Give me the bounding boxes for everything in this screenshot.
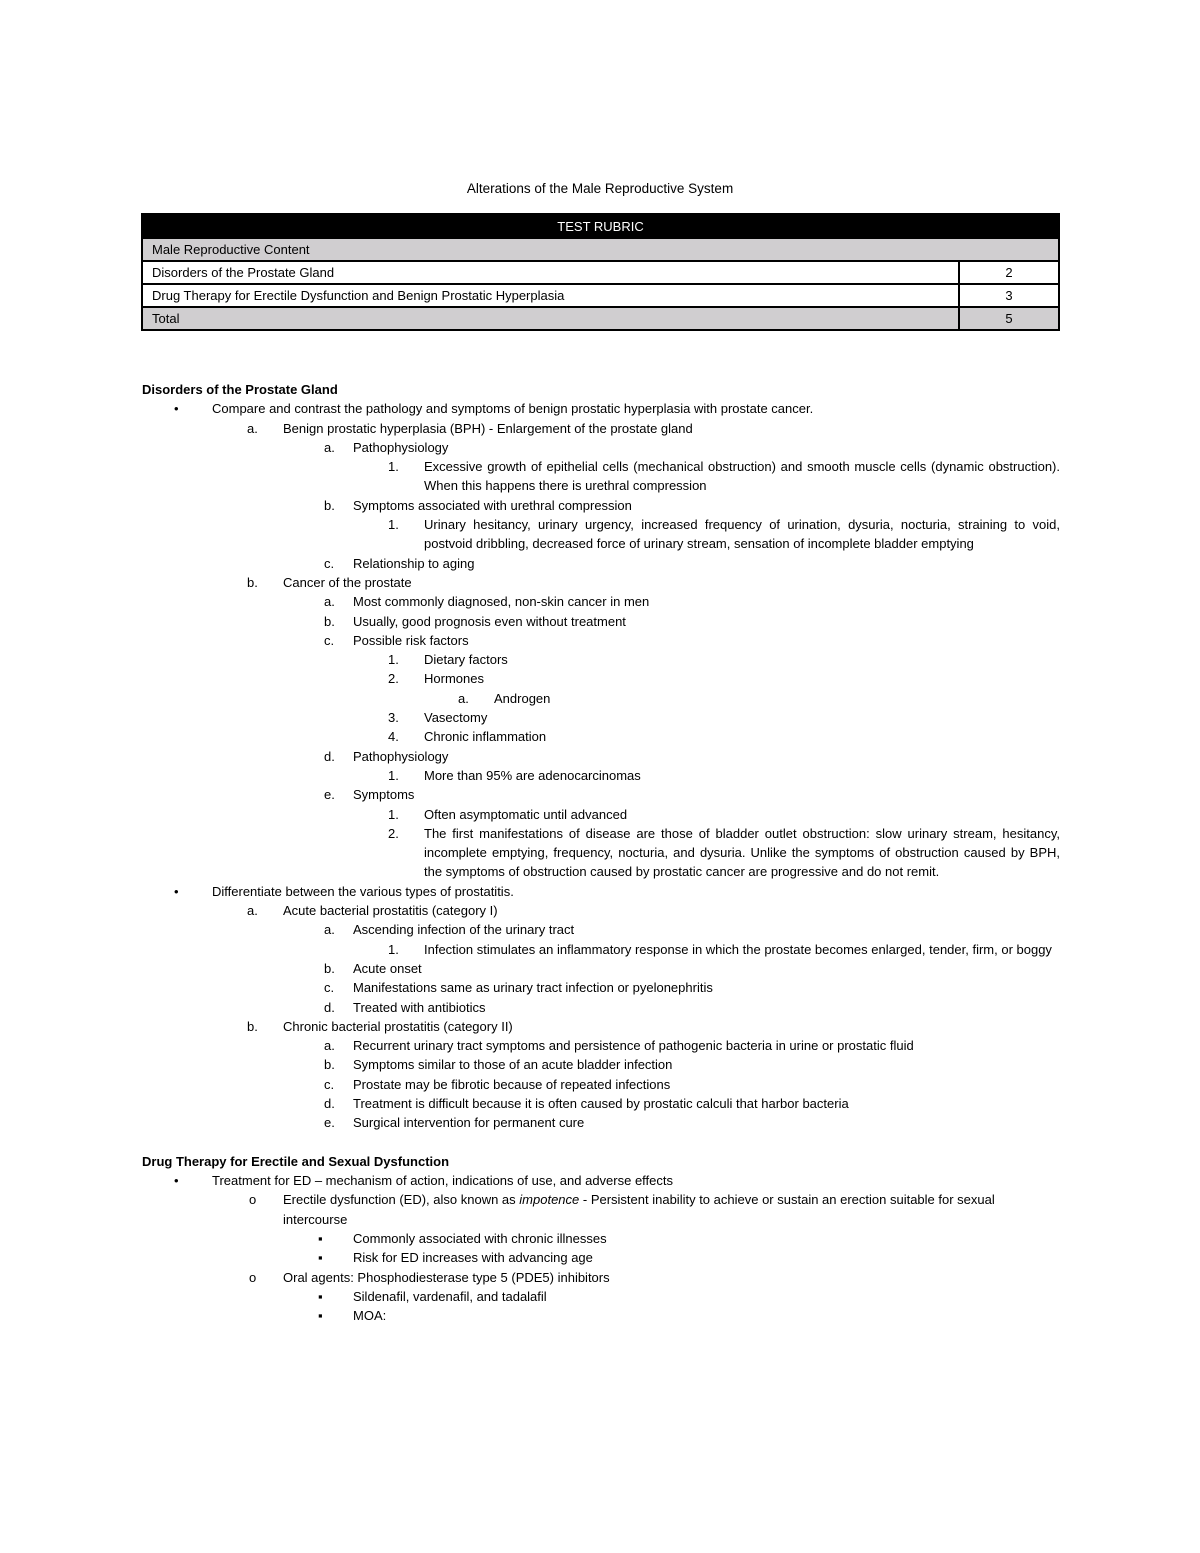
rubric-section-label: Male Reproductive Content [142, 238, 1059, 261]
test-rubric-table [141, 213, 1060, 331]
page-title: Alterations of the Male Reproductive System [466, 181, 734, 196]
list-item-text: Sildenafil, vardenafil, and tadalafil [353, 1288, 547, 1304]
list-marker: 2. [388, 671, 399, 687]
list-item-text: Prostate may be fibrotic because of repeated infections [353, 1076, 671, 1092]
list-item-text: More than 95% are adenocarcinomas [424, 767, 641, 783]
list-item [142, 515, 1060, 554]
list-item-text: Commonly associated with chronic illnesses [353, 1231, 607, 1247]
rubric-header-row [142, 214, 1059, 238]
list-item [142, 496, 1060, 515]
list-item-text: Symptoms [353, 787, 415, 803]
list-item-text: Differentiate between the various types of prostatitis. [212, 883, 514, 899]
square-marker: ▪ [318, 1288, 323, 1304]
list-item-text: Infection stimulates an inflammatory response in which the prostate becomes enlarged, tender, firm, or boggy [424, 941, 1052, 957]
list-item [142, 1055, 1060, 1074]
list-item [142, 1113, 1060, 1132]
list-marker: d. [324, 999, 335, 1015]
list-item [142, 650, 1060, 669]
list-item-text: Usually, good prognosis even without treatment [353, 613, 626, 629]
circle-marker: o [249, 1269, 257, 1285]
list-item-text: Manifestations same as urinary tract infection or pyelonephritis [353, 980, 713, 996]
list-marker: 1. [388, 517, 399, 533]
list-marker: b. [247, 1018, 258, 1034]
list-item-text: Treatment for ED – mechanism of action, indications of use, and adverse effects [212, 1173, 674, 1189]
list-marker: 1. [388, 767, 399, 783]
spacer [142, 1133, 1060, 1152]
table-row [142, 261, 1059, 284]
square-marker: ▪ [318, 1231, 323, 1247]
list-item [142, 727, 1060, 746]
list-marker: 3. [388, 710, 399, 726]
list-marker: a. [324, 922, 335, 938]
list-item [142, 920, 1060, 939]
list-marker: a. [324, 594, 335, 610]
rubric-row-value: 3 [959, 284, 1059, 307]
rubric-total-row [142, 307, 1059, 330]
list-marker: a. [324, 1038, 335, 1054]
list-marker: c. [324, 632, 335, 648]
list-marker: a. [458, 690, 469, 706]
list-marker: c. [324, 555, 335, 571]
list-marker: e. [324, 787, 335, 803]
list-marker: c. [324, 980, 335, 996]
list-item-text: MOA: [353, 1308, 387, 1324]
list-item-text: Vasectomy [424, 710, 488, 726]
list-item [142, 1171, 1060, 1190]
list-item-text: The first manifestations of disease are those of bladder outlet obstruction: slow urinary stream, hesitancy, incomplete emptying, frequency, nocturia, and dysuria. Unlike the symptoms of obstruction caused by BPH, the symptoms of obstruction caused by prostatic cancer are progressive and do not remit. [424, 825, 1060, 880]
circle-marker: o [249, 1192, 257, 1208]
document-body [142, 380, 1060, 1326]
list-item-text: Most commonly diagnosed, non-skin cancer in men [353, 594, 650, 610]
list-item [142, 940, 1060, 959]
list-item-text: Compare and contrast the pathology and symptoms of benign prostatic hyperplasia with prostate cancer. [212, 401, 814, 417]
list-item [142, 1248, 1060, 1267]
list-item-text: Chronic bacterial prostatitis (category II) [283, 1018, 513, 1034]
list-item-text: Risk for ED increases with advancing age [353, 1250, 593, 1266]
list-item [142, 805, 1060, 824]
list-item [142, 573, 1060, 592]
bullet-marker: • [174, 1173, 179, 1189]
list-item-text: Excessive growth of epithelial cells (mechanical obstruction) and smooth muscle cells (dynamic obstruction). When this happens there is urethral compression [424, 459, 1060, 494]
list-item [142, 592, 1060, 611]
list-item [142, 998, 1060, 1017]
list-item [142, 1306, 1060, 1325]
list-marker: b. [324, 960, 335, 976]
rubric-total-label: Total [142, 307, 959, 330]
list-item [142, 457, 1060, 496]
list-item [142, 1075, 1060, 1094]
list-item [142, 1036, 1060, 1055]
list-item [142, 785, 1060, 804]
list-item [142, 1268, 1060, 1287]
list-item [142, 959, 1060, 978]
rubric-row-label: Drug Therapy for Erectile Dysfunction and Benign Prostatic Hyperplasia [142, 284, 959, 307]
list-marker: a. [247, 420, 258, 436]
list-item [142, 1017, 1060, 1036]
rubric-row-value: 2 [959, 261, 1059, 284]
list-marker: 1. [388, 806, 399, 822]
list-marker: 1. [388, 941, 399, 957]
ed-term: impotence [519, 1192, 580, 1208]
list-marker: b. [324, 497, 335, 513]
bullet-marker: • [174, 401, 179, 417]
list-item-text: Acute onset [353, 960, 422, 976]
list-item [142, 1229, 1060, 1248]
list-item-text: Acute bacterial prostatitis (category I) [283, 903, 498, 919]
square-marker: ▪ [318, 1308, 323, 1324]
list-marker: d. [324, 1095, 335, 1111]
list-item [142, 1287, 1060, 1306]
list-marker: a. [324, 439, 335, 455]
list-item-text: Ascending infection of the urinary tract [353, 922, 575, 938]
bullet-marker: • [174, 883, 179, 899]
list-item [142, 901, 1060, 920]
list-item [142, 1190, 1060, 1229]
list-item-text: Cancer of the prostate [283, 574, 412, 590]
list-marker: b. [324, 1057, 335, 1073]
list-marker: 2. [388, 825, 399, 841]
list-item [142, 419, 1060, 438]
list-marker: d. [324, 748, 335, 764]
list-item-text: Relationship to aging [353, 555, 475, 571]
list-item-text: Recurrent urinary tract symptoms and persistence of pathogenic bacteria in urine or prostatic fluid [353, 1038, 914, 1054]
list-item-text: Treated with antibiotics [353, 999, 486, 1015]
list-item [142, 766, 1060, 785]
list-item [142, 978, 1060, 997]
list-item [142, 669, 1060, 688]
ed-text-end: - Persistent inability to achieve or sustain an erection suitable for sexual intercourse [283, 1192, 995, 1227]
list-item-text [283, 1190, 1060, 1229]
list-item-text: Hormones [424, 671, 484, 687]
list-marker: 4. [388, 729, 399, 745]
list-marker: b. [247, 574, 258, 590]
list-item-text: Often asymptomatic until advanced [424, 806, 628, 822]
list-marker: b. [324, 613, 335, 629]
list-item [142, 1094, 1060, 1113]
list-item-text: Pathophysiology [353, 748, 449, 764]
list-item [142, 747, 1060, 766]
list-item-text: Benign prostatic hyperplasia (BPH) - Enlargement of the prostate gland [283, 420, 693, 436]
ed-text-start: Erectile dysfunction (ED), also known as [283, 1192, 520, 1208]
list-item [142, 824, 1060, 882]
list-item-text: Chronic inflammation [424, 729, 547, 745]
list-item [142, 708, 1060, 727]
list-item [142, 882, 1060, 901]
rubric-section-row [142, 238, 1059, 261]
list-item-text: Possible risk factors [353, 632, 469, 648]
section-heading: Drug Therapy for Erectile and Sexual Dysfunction [142, 1153, 450, 1169]
list-marker: c. [324, 1076, 335, 1092]
list-item [142, 399, 1060, 418]
list-marker: 1. [388, 652, 399, 668]
list-marker: 1. [388, 459, 399, 475]
rubric-total-value: 5 [959, 307, 1059, 330]
list-item [142, 438, 1060, 457]
list-item-text: Dietary factors [424, 652, 508, 668]
list-item [142, 631, 1060, 650]
list-item [142, 689, 1060, 708]
list-marker: a. [247, 903, 258, 919]
list-item-text: Androgen [494, 690, 551, 706]
list-marker: e. [324, 1115, 335, 1131]
list-item-text: Surgical intervention for permanent cure [353, 1115, 585, 1131]
list-item-text: Symptoms associated with urethral compression [353, 497, 632, 513]
list-item [142, 554, 1060, 573]
list-item-text: Symptoms similar to those of an acute bladder infection [353, 1057, 673, 1073]
list-item [142, 612, 1060, 631]
square-marker: ▪ [318, 1250, 323, 1266]
rubric-header: TEST RUBRIC [142, 214, 1059, 238]
list-item-text: Oral agents: Phosphodiesterase type 5 (PDE5) inhibitors [283, 1269, 610, 1285]
table-row [142, 284, 1059, 307]
rubric-row-label: Disorders of the Prostate Gland [142, 261, 959, 284]
list-item-text: Urinary hesitancy, urinary urgency, increased frequency of urination, dysuria, nocturia, straining to void, postvoid dribbling, decreased force of urinary stream, sensation of incomplete bladder emptying [424, 517, 1060, 552]
list-item-text: Pathophysiology [353, 439, 449, 455]
list-item-text: Treatment is difficult because it is often caused by prostatic calculi that harbor bacteria [353, 1095, 849, 1111]
section-heading: Disorders of the Prostate Gland [142, 382, 338, 397]
